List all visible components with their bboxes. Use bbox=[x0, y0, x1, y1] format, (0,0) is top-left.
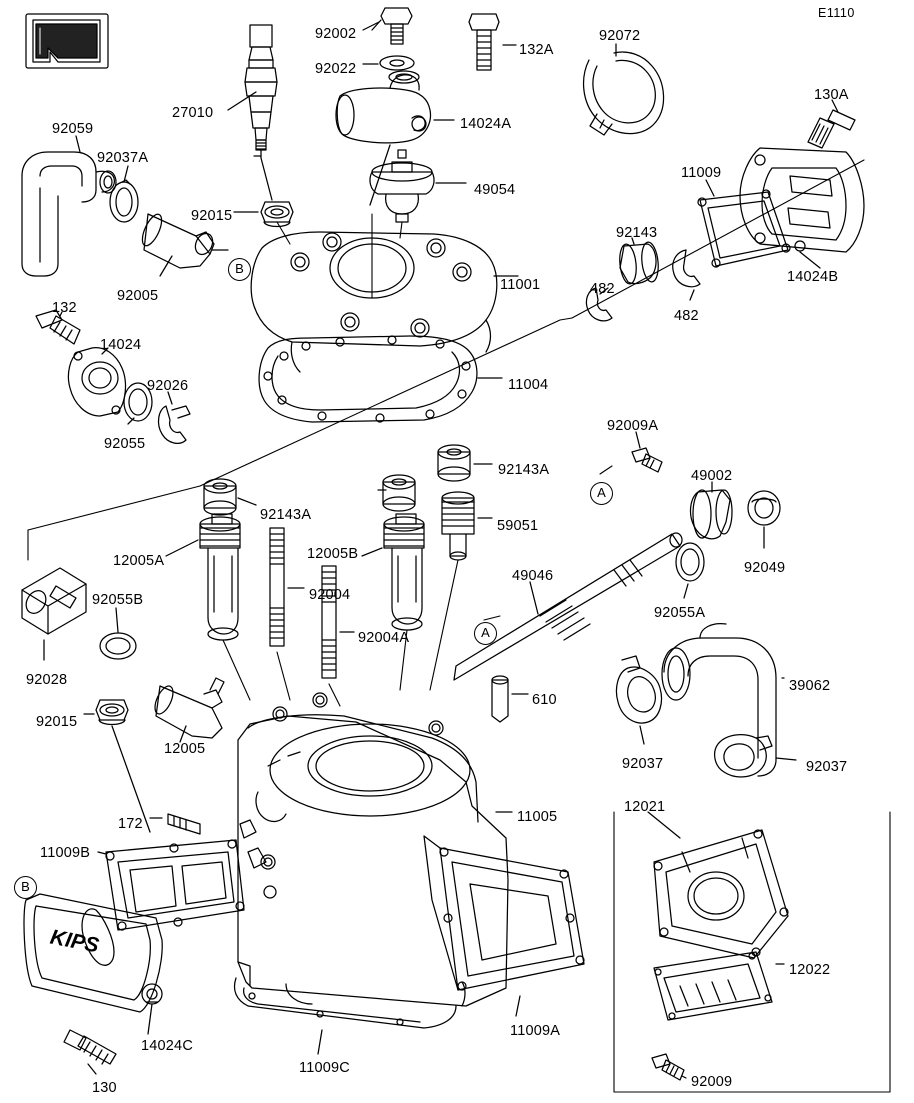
part-number-92143A_top[interactable]: 92143A bbox=[498, 462, 550, 478]
part-number-49002[interactable]: 49002 bbox=[691, 468, 733, 484]
part-12005-lever bbox=[151, 678, 224, 738]
leader-92009A bbox=[636, 432, 640, 448]
part-number-12005B[interactable]: 12005B bbox=[307, 546, 359, 562]
part-92055A-oring bbox=[676, 543, 704, 581]
part-number-59051[interactable]: 59051 bbox=[497, 518, 539, 534]
part-number-92022[interactable]: 92022 bbox=[315, 61, 357, 77]
part-14024A-cover bbox=[336, 71, 430, 143]
leader-130-bottom bbox=[88, 1064, 96, 1074]
part-number-14024A[interactable]: 14024A bbox=[460, 116, 512, 132]
leader-482-right bbox=[690, 290, 694, 300]
leader-92059 bbox=[76, 136, 80, 152]
reference-circle-b-1: B bbox=[228, 258, 251, 281]
kips-cover-label: KIPS bbox=[48, 925, 101, 958]
part-49002-seal bbox=[691, 490, 732, 539]
leader-27010-body bbox=[261, 158, 272, 200]
part-number-14024C[interactable]: 14024C bbox=[141, 1038, 193, 1054]
part-number-172[interactable]: 172 bbox=[118, 816, 143, 832]
leader-92037-left bbox=[640, 726, 644, 744]
part-number-11009[interactable]: 11009 bbox=[681, 165, 722, 181]
part-number-92005[interactable]: 92005 bbox=[117, 288, 159, 304]
part-number-11009A[interactable]: 11009A bbox=[510, 1023, 561, 1039]
part-14024B-cover bbox=[740, 148, 864, 252]
part-number-92055A[interactable]: 92055A bbox=[654, 605, 706, 621]
part-92037-clamp-left bbox=[616, 656, 661, 723]
part-92002-bolt bbox=[372, 8, 412, 44]
leader-11009C bbox=[318, 1030, 322, 1054]
part-number-27010[interactable]: 27010 bbox=[172, 105, 214, 121]
part-number-92009[interactable]: 92009 bbox=[691, 1074, 733, 1090]
part-number-92009A[interactable]: 92009A bbox=[607, 418, 659, 434]
part-number-92055[interactable]: 92055 bbox=[104, 436, 146, 452]
part-11009-gasket bbox=[698, 190, 790, 267]
part-number-49054[interactable]: 49054 bbox=[474, 182, 516, 198]
part-number-49046[interactable]: 49046 bbox=[512, 568, 554, 584]
part-number-92037_right[interactable]: 92037 bbox=[806, 759, 848, 775]
part-92059-hose bbox=[22, 152, 116, 276]
part-number-11001[interactable]: 11001 bbox=[500, 277, 541, 293]
part-number-92055B[interactable]: 92055B bbox=[92, 592, 144, 608]
leader-11009 bbox=[706, 180, 714, 196]
part-number-132A[interactable]: 132A bbox=[519, 42, 554, 58]
leader-12021 bbox=[648, 812, 680, 838]
leader-92143A-1 bbox=[238, 498, 256, 505]
part-number-11005[interactable]: 11005 bbox=[517, 809, 558, 825]
part-92072-clamp bbox=[584, 52, 664, 135]
part-610-pin bbox=[492, 676, 508, 722]
part-92004-stud bbox=[270, 528, 284, 646]
diagram-code: E1110 bbox=[818, 6, 855, 20]
part-27010-spark-plug bbox=[245, 25, 277, 158]
leader-92037-right bbox=[776, 758, 796, 760]
part-number-92049[interactable]: 92049 bbox=[744, 560, 786, 576]
leader-92009-bottom bbox=[682, 1076, 686, 1078]
part-92015-nut-lower bbox=[96, 700, 128, 725]
part-92028-bushing bbox=[22, 568, 86, 634]
part-number-92037A[interactable]: 92037A bbox=[97, 150, 149, 166]
reference-circle-a-3: A bbox=[474, 622, 497, 645]
part-number-11009B[interactable]: 11009B bbox=[40, 845, 91, 861]
part-number-132[interactable]: 132 bbox=[52, 300, 77, 316]
part-number-12022[interactable]: 12022 bbox=[789, 962, 831, 978]
leader-92055B bbox=[116, 608, 118, 632]
part-92004A-stud bbox=[322, 566, 336, 678]
part-92009A-screw bbox=[632, 448, 662, 472]
part-number-482b[interactable]: 482 bbox=[674, 308, 699, 324]
part-number-92004A[interactable]: 92004A bbox=[358, 630, 410, 646]
part-number-92002[interactable]: 92002 bbox=[315, 26, 357, 42]
part-92009-screw-bottom bbox=[652, 1054, 684, 1080]
part-number-92037_left[interactable]: 92037 bbox=[622, 756, 664, 772]
part-number-14024[interactable]: 14024 bbox=[100, 337, 142, 353]
part-number-92015b[interactable]: 92015 bbox=[36, 714, 78, 730]
part-number-482a[interactable]: 482 bbox=[590, 281, 615, 297]
leader-14024B bbox=[800, 252, 820, 268]
part-130A-bolt bbox=[808, 110, 855, 148]
part-number-92004[interactable]: 92004 bbox=[309, 587, 351, 603]
part-92143A-collar-1 bbox=[204, 479, 236, 515]
reference-circle-a-2: A bbox=[590, 482, 613, 505]
part-92037-clamp-right bbox=[715, 735, 772, 777]
leader-12005B bbox=[362, 548, 382, 556]
part-172-pin bbox=[168, 814, 200, 834]
part-11005-cylinder bbox=[238, 693, 508, 1006]
part-92143-collar bbox=[618, 241, 660, 284]
part-92055B-oring bbox=[100, 633, 136, 659]
part-number-92028[interactable]: 92028 bbox=[26, 672, 68, 688]
part-92143A-collar-2 bbox=[383, 475, 415, 511]
part-92143A-collar-3 bbox=[438, 445, 470, 481]
part-12005A-valve bbox=[200, 514, 240, 640]
leader-92055A bbox=[684, 584, 688, 598]
part-92022-washer bbox=[380, 56, 414, 70]
leader-12005 bbox=[180, 726, 186, 742]
part-49046-shaft bbox=[454, 533, 682, 680]
part-number-130[interactable]: 130 bbox=[92, 1080, 117, 1096]
front-marker-icon bbox=[26, 14, 108, 68]
part-92049-oilseal bbox=[748, 491, 780, 525]
leader-11009A bbox=[516, 996, 520, 1016]
part-11009A-gasket bbox=[424, 836, 584, 990]
part-number-14024B[interactable]: 14024B bbox=[787, 269, 839, 285]
part-92026-shim bbox=[159, 406, 190, 443]
part-132A-bolt bbox=[469, 14, 499, 70]
reference-circle-b-4: B bbox=[14, 876, 37, 899]
part-number-12005A[interactable]: 12005A bbox=[113, 553, 165, 569]
part-number-610[interactable]: 610 bbox=[532, 692, 557, 708]
part-12021-reed-valve bbox=[654, 830, 788, 958]
part-number-92143[interactable]: 92143 bbox=[616, 225, 658, 241]
part-130-bolt-bottom bbox=[64, 1030, 116, 1064]
leader-12005A bbox=[166, 540, 198, 556]
part-12022-reed-plate bbox=[654, 952, 772, 1020]
leader-27010 bbox=[228, 92, 256, 110]
part-11009C-gasket-bottom bbox=[235, 978, 457, 1028]
part-number-39062[interactable]: 39062 bbox=[789, 678, 831, 694]
leader-92002 bbox=[363, 22, 379, 30]
leader-11009B bbox=[98, 852, 106, 854]
part-number-92143A_left[interactable]: 92143A bbox=[260, 507, 312, 523]
part-number-92015[interactable]: 92015 bbox=[191, 208, 233, 224]
part-14024-cover-small bbox=[68, 348, 125, 416]
part-92037A-clamp bbox=[110, 180, 138, 222]
leader-49046 bbox=[530, 582, 538, 614]
part-number-12005[interactable]: 12005 bbox=[164, 741, 206, 757]
part-11009B-gasket-left bbox=[106, 840, 244, 930]
part-number-11004[interactable]: 11004 bbox=[508, 377, 549, 393]
part-12005B-valve bbox=[384, 514, 424, 630]
part-11001-cylinder-head bbox=[251, 232, 497, 372]
part-number-11009C[interactable]: 11009C bbox=[299, 1060, 350, 1076]
part-number-12021[interactable]: 12021 bbox=[624, 799, 666, 815]
part-number-92026[interactable]: 92026 bbox=[147, 378, 189, 394]
leader-14024C bbox=[148, 1004, 152, 1034]
part-number-130A[interactable]: 130A bbox=[814, 87, 849, 103]
part-number-92059[interactable]: 92059 bbox=[52, 121, 94, 137]
part-49054-thermostat bbox=[370, 150, 434, 222]
part-number-92072[interactable]: 92072 bbox=[599, 28, 641, 44]
part-39062-hose bbox=[662, 624, 776, 776]
part-59051-gear bbox=[442, 492, 474, 560]
